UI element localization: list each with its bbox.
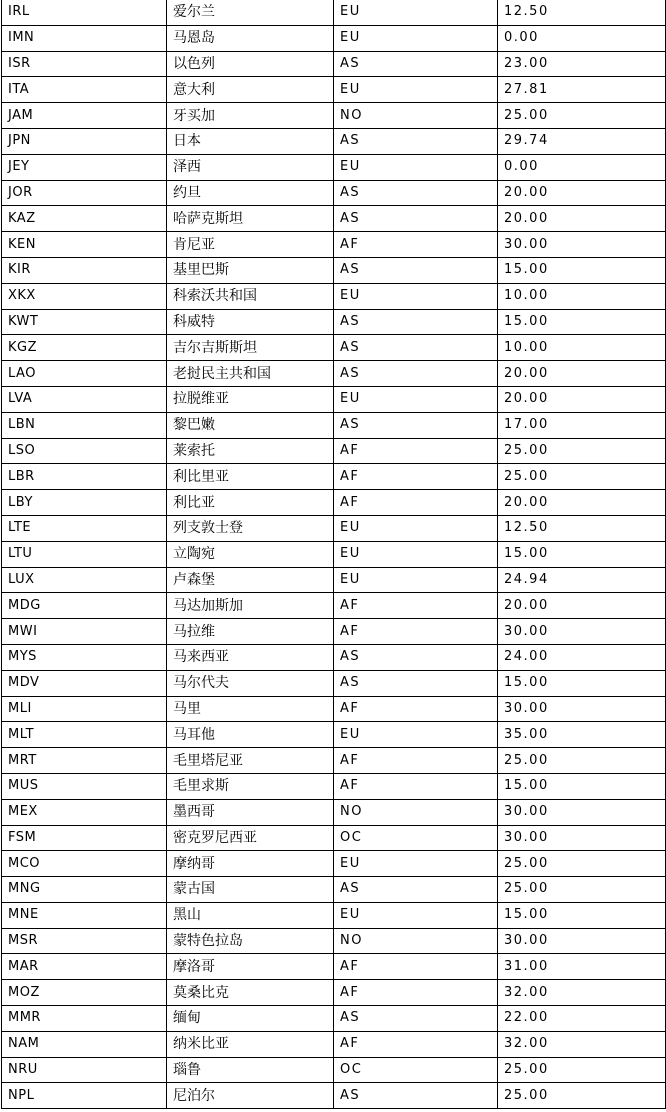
table-row bbox=[2, 748, 666, 774]
country-name-cell: 马拉维 bbox=[167, 619, 334, 645]
region-cell: AS bbox=[334, 180, 498, 206]
rate-cell: 24.00 bbox=[498, 644, 666, 670]
rate-cell: 27.81 bbox=[498, 77, 666, 103]
table-row bbox=[2, 335, 666, 361]
table-row bbox=[2, 412, 666, 438]
country-code-cell: KGZ bbox=[2, 335, 167, 361]
country-name-cell: 毛里塔尼亚 bbox=[167, 748, 334, 774]
rate-cell: 32.00 bbox=[498, 1031, 666, 1057]
region-cell: AS bbox=[334, 206, 498, 232]
country-code-cell: NRU bbox=[2, 1057, 167, 1083]
table-row bbox=[2, 232, 666, 258]
table-row bbox=[2, 696, 666, 722]
country-code-cell: MMR bbox=[2, 1006, 167, 1032]
rate-cell: 30.00 bbox=[498, 799, 666, 825]
rate-cell: 25.00 bbox=[498, 464, 666, 490]
table-row bbox=[2, 309, 666, 335]
country-name-cell: 约旦 bbox=[167, 180, 334, 206]
country-name-cell: 缅甸 bbox=[167, 1006, 334, 1032]
table-row bbox=[2, 515, 666, 541]
country-name-cell: 黎巴嫩 bbox=[167, 412, 334, 438]
country-name-cell: 吉尔吉斯斯坦 bbox=[167, 335, 334, 361]
country-name-cell: 蒙古国 bbox=[167, 877, 334, 903]
table-row bbox=[2, 877, 666, 903]
region-cell: EU bbox=[334, 0, 498, 25]
rate-cell: 22.00 bbox=[498, 1006, 666, 1032]
table-row bbox=[2, 1057, 666, 1083]
country-code-cell: LVA bbox=[2, 386, 167, 412]
rate-cell: 20.00 bbox=[498, 593, 666, 619]
country-name-cell: 毛里求斯 bbox=[167, 773, 334, 799]
country-code-cell: ISR bbox=[2, 51, 167, 77]
country-name-cell: 尼泊尔 bbox=[167, 1083, 334, 1109]
table-row bbox=[2, 128, 666, 154]
rate-cell: 31.00 bbox=[498, 954, 666, 980]
region-cell: AS bbox=[334, 309, 498, 335]
country-name-cell: 摩洛哥 bbox=[167, 954, 334, 980]
rate-cell: 30.00 bbox=[498, 825, 666, 851]
country-code-cell: LSO bbox=[2, 438, 167, 464]
table-row bbox=[2, 0, 666, 25]
country-name-cell: 摩纳哥 bbox=[167, 851, 334, 877]
table-body bbox=[2, 0, 666, 1109]
country-name-cell: 马耳他 bbox=[167, 722, 334, 748]
table-row bbox=[2, 1083, 666, 1109]
country-code-cell: JAM bbox=[2, 103, 167, 129]
region-cell: AF bbox=[334, 980, 498, 1006]
table-row bbox=[2, 722, 666, 748]
region-cell: EU bbox=[334, 722, 498, 748]
country-code-cell: KIR bbox=[2, 257, 167, 283]
rate-cell: 20.00 bbox=[498, 490, 666, 516]
rate-cell: 0.00 bbox=[498, 25, 666, 51]
country-name-cell: 科索沃共和国 bbox=[167, 283, 334, 309]
table-row bbox=[2, 1006, 666, 1032]
rate-cell: 30.00 bbox=[498, 619, 666, 645]
rate-cell: 10.00 bbox=[498, 283, 666, 309]
region-cell: AS bbox=[334, 257, 498, 283]
rate-cell: 20.00 bbox=[498, 386, 666, 412]
region-cell: AS bbox=[334, 644, 498, 670]
tax-rate-table bbox=[1, 0, 666, 1109]
table-row bbox=[2, 1031, 666, 1057]
rate-cell: 25.00 bbox=[498, 103, 666, 129]
table-row bbox=[2, 541, 666, 567]
table-row bbox=[2, 954, 666, 980]
country-code-cell: MLT bbox=[2, 722, 167, 748]
rate-cell: 25.00 bbox=[498, 877, 666, 903]
table-row bbox=[2, 773, 666, 799]
rate-cell: 24.94 bbox=[498, 567, 666, 593]
rate-cell: 30.00 bbox=[498, 232, 666, 258]
country-name-cell: 意大利 bbox=[167, 77, 334, 103]
country-name-cell: 蒙特色拉岛 bbox=[167, 928, 334, 954]
country-name-cell: 莱索托 bbox=[167, 438, 334, 464]
region-cell: NO bbox=[334, 103, 498, 129]
country-code-cell: KAZ bbox=[2, 206, 167, 232]
country-code-cell: MAR bbox=[2, 954, 167, 980]
table-row bbox=[2, 464, 666, 490]
region-cell: AS bbox=[334, 128, 498, 154]
country-name-cell: 密克罗尼西亚 bbox=[167, 825, 334, 851]
country-name-cell: 莫桑比克 bbox=[167, 980, 334, 1006]
country-name-cell: 黑山 bbox=[167, 902, 334, 928]
country-name-cell: 马来西亚 bbox=[167, 644, 334, 670]
country-name-cell: 列支敦士登 bbox=[167, 515, 334, 541]
table-row bbox=[2, 490, 666, 516]
rate-cell: 15.00 bbox=[498, 902, 666, 928]
country-code-cell: MOZ bbox=[2, 980, 167, 1006]
country-name-cell: 马尔代夫 bbox=[167, 670, 334, 696]
rate-cell: 29.74 bbox=[498, 128, 666, 154]
country-code-cell: MYS bbox=[2, 644, 167, 670]
table-row bbox=[2, 206, 666, 232]
table-row bbox=[2, 980, 666, 1006]
region-cell: EU bbox=[334, 77, 498, 103]
rate-cell: 15.00 bbox=[498, 773, 666, 799]
table-row bbox=[2, 180, 666, 206]
country-code-cell: MUS bbox=[2, 773, 167, 799]
country-code-cell: JEY bbox=[2, 154, 167, 180]
table-row bbox=[2, 619, 666, 645]
rate-cell: 17.00 bbox=[498, 412, 666, 438]
table-row bbox=[2, 644, 666, 670]
rate-cell: 25.00 bbox=[498, 1057, 666, 1083]
country-code-cell: JPN bbox=[2, 128, 167, 154]
rate-cell: 15.00 bbox=[498, 670, 666, 696]
country-code-cell: FSM bbox=[2, 825, 167, 851]
rate-cell: 12.50 bbox=[498, 0, 666, 25]
region-cell: AF bbox=[334, 593, 498, 619]
table-row bbox=[2, 154, 666, 180]
country-name-cell: 墨西哥 bbox=[167, 799, 334, 825]
country-name-cell: 纳米比亚 bbox=[167, 1031, 334, 1057]
region-cell: EU bbox=[334, 515, 498, 541]
country-code-cell: NAM bbox=[2, 1031, 167, 1057]
country-code-cell: MNG bbox=[2, 877, 167, 903]
country-code-cell: MRT bbox=[2, 748, 167, 774]
region-cell: NO bbox=[334, 799, 498, 825]
country-code-cell: MEX bbox=[2, 799, 167, 825]
table-row bbox=[2, 386, 666, 412]
rate-cell: 15.00 bbox=[498, 309, 666, 335]
region-cell: EU bbox=[334, 386, 498, 412]
table-row bbox=[2, 799, 666, 825]
country-code-cell: JOR bbox=[2, 180, 167, 206]
rate-cell: 20.00 bbox=[498, 361, 666, 387]
region-cell: AF bbox=[334, 773, 498, 799]
country-name-cell: 哈萨克斯坦 bbox=[167, 206, 334, 232]
region-cell: AF bbox=[334, 490, 498, 516]
country-code-cell: MDV bbox=[2, 670, 167, 696]
table-row bbox=[2, 51, 666, 77]
region-cell: AS bbox=[334, 412, 498, 438]
rate-cell: 25.00 bbox=[498, 748, 666, 774]
country-code-cell: MWI bbox=[2, 619, 167, 645]
table-row bbox=[2, 593, 666, 619]
region-cell: EU bbox=[334, 541, 498, 567]
table-row bbox=[2, 670, 666, 696]
region-cell: EU bbox=[334, 567, 498, 593]
country-name-cell: 利比亚 bbox=[167, 490, 334, 516]
rate-cell: 20.00 bbox=[498, 180, 666, 206]
table-row bbox=[2, 902, 666, 928]
region-cell: NO bbox=[334, 928, 498, 954]
rate-cell: 32.00 bbox=[498, 980, 666, 1006]
rate-cell: 30.00 bbox=[498, 928, 666, 954]
country-code-cell: LTE bbox=[2, 515, 167, 541]
region-cell: AF bbox=[334, 438, 498, 464]
country-name-cell: 老挝民主共和国 bbox=[167, 361, 334, 387]
table-row bbox=[2, 928, 666, 954]
table-row bbox=[2, 77, 666, 103]
country-name-cell: 马里 bbox=[167, 696, 334, 722]
rate-cell: 0.00 bbox=[498, 154, 666, 180]
country-code-cell: ITA bbox=[2, 77, 167, 103]
country-code-cell: LBN bbox=[2, 412, 167, 438]
rate-cell: 23.00 bbox=[498, 51, 666, 77]
rate-cell: 30.00 bbox=[498, 696, 666, 722]
country-code-cell: LBR bbox=[2, 464, 167, 490]
rate-cell: 25.00 bbox=[498, 438, 666, 464]
region-cell: AF bbox=[334, 696, 498, 722]
country-code-cell: LAO bbox=[2, 361, 167, 387]
region-cell: AF bbox=[334, 464, 498, 490]
country-code-cell: IMN bbox=[2, 25, 167, 51]
country-code-cell: XKX bbox=[2, 283, 167, 309]
region-cell: AS bbox=[334, 1006, 498, 1032]
region-cell: EU bbox=[334, 25, 498, 51]
region-cell: EU bbox=[334, 283, 498, 309]
table-row bbox=[2, 361, 666, 387]
country-code-cell: KEN bbox=[2, 232, 167, 258]
country-name-cell: 日本 bbox=[167, 128, 334, 154]
rate-cell: 25.00 bbox=[498, 1083, 666, 1109]
country-code-cell: KWT bbox=[2, 309, 167, 335]
country-code-cell: NPL bbox=[2, 1083, 167, 1109]
region-cell: AF bbox=[334, 954, 498, 980]
rate-cell: 35.00 bbox=[498, 722, 666, 748]
rate-cell: 20.00 bbox=[498, 206, 666, 232]
country-code-cell: LBY bbox=[2, 490, 167, 516]
table-row bbox=[2, 825, 666, 851]
country-code-cell: MNE bbox=[2, 902, 167, 928]
table-row bbox=[2, 25, 666, 51]
table-row bbox=[2, 283, 666, 309]
table-row bbox=[2, 257, 666, 283]
region-cell: EU bbox=[334, 851, 498, 877]
region-cell: AF bbox=[334, 1031, 498, 1057]
country-name-cell: 立陶宛 bbox=[167, 541, 334, 567]
country-name-cell: 基里巴斯 bbox=[167, 257, 334, 283]
table-row bbox=[2, 851, 666, 877]
country-name-cell: 以色列 bbox=[167, 51, 334, 77]
rate-cell: 10.00 bbox=[498, 335, 666, 361]
country-code-cell: LTU bbox=[2, 541, 167, 567]
country-name-cell: 利比里亚 bbox=[167, 464, 334, 490]
table-row bbox=[2, 438, 666, 464]
region-cell: AS bbox=[334, 335, 498, 361]
region-cell: AS bbox=[334, 1083, 498, 1109]
country-name-cell: 瑙鲁 bbox=[167, 1057, 334, 1083]
country-code-cell: MSR bbox=[2, 928, 167, 954]
country-name-cell: 卢森堡 bbox=[167, 567, 334, 593]
country-name-cell: 牙买加 bbox=[167, 103, 334, 129]
region-cell: AS bbox=[334, 670, 498, 696]
rate-cell: 25.00 bbox=[498, 851, 666, 877]
region-cell: AF bbox=[334, 619, 498, 645]
country-code-cell: MDG bbox=[2, 593, 167, 619]
country-name-cell: 泽西 bbox=[167, 154, 334, 180]
country-name-cell: 科威特 bbox=[167, 309, 334, 335]
region-cell: AF bbox=[334, 748, 498, 774]
region-cell: EU bbox=[334, 902, 498, 928]
country-name-cell: 肯尼亚 bbox=[167, 232, 334, 258]
rate-cell: 12.50 bbox=[498, 515, 666, 541]
region-cell: OC bbox=[334, 825, 498, 851]
rate-cell: 15.00 bbox=[498, 257, 666, 283]
country-code-cell: IRL bbox=[2, 0, 167, 25]
rate-cell: 15.00 bbox=[498, 541, 666, 567]
country-name-cell: 马恩岛 bbox=[167, 25, 334, 51]
region-cell: AS bbox=[334, 877, 498, 903]
country-name-cell: 爱尔兰 bbox=[167, 0, 334, 25]
region-cell: AS bbox=[334, 361, 498, 387]
country-name-cell: 拉脱维亚 bbox=[167, 386, 334, 412]
region-cell: EU bbox=[334, 154, 498, 180]
region-cell: OC bbox=[334, 1057, 498, 1083]
table-row bbox=[2, 567, 666, 593]
region-cell: AF bbox=[334, 232, 498, 258]
country-code-cell: LUX bbox=[2, 567, 167, 593]
country-code-cell: MLI bbox=[2, 696, 167, 722]
region-cell: AS bbox=[334, 51, 498, 77]
country-name-cell: 马达加斯加 bbox=[167, 593, 334, 619]
country-code-cell: MCO bbox=[2, 851, 167, 877]
table-row bbox=[2, 103, 666, 129]
